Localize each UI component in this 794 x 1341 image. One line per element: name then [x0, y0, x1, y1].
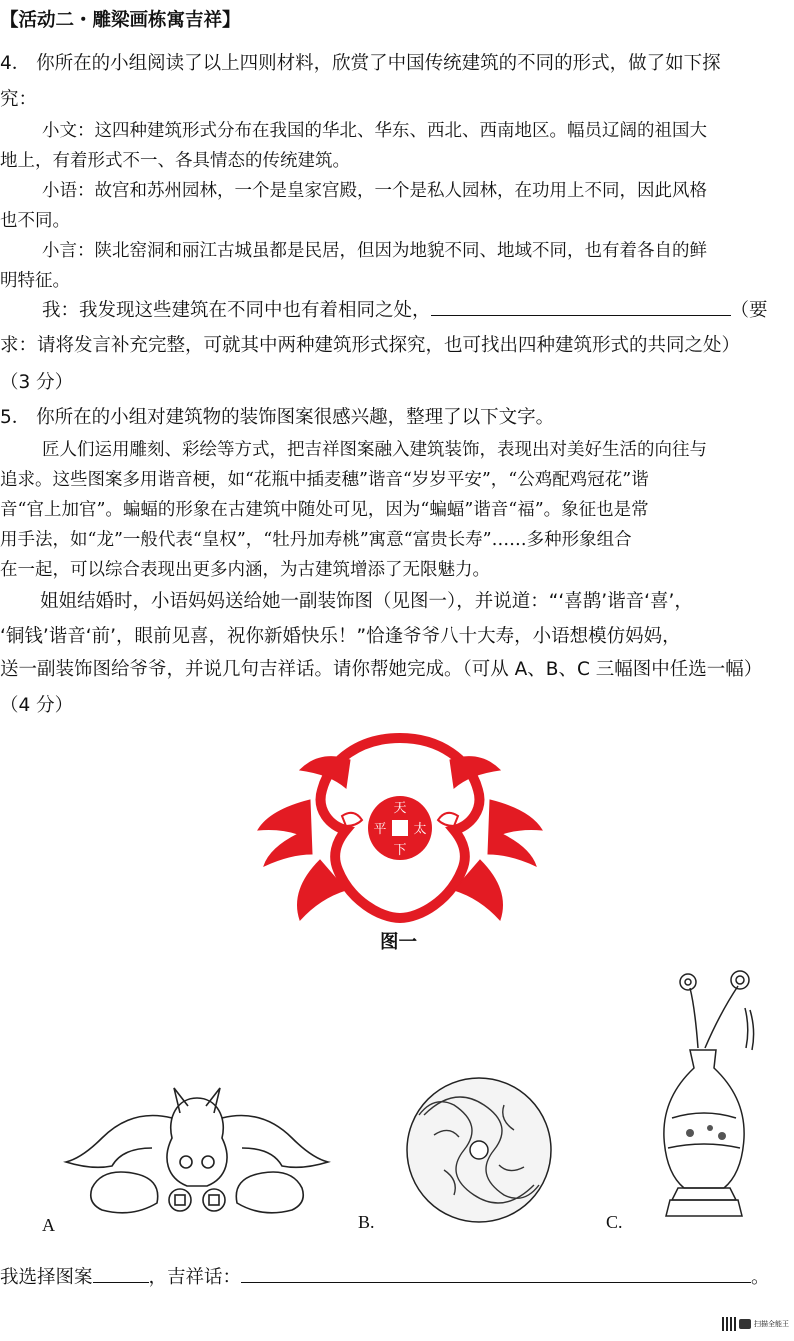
q4-wen-line2: 地上，有着形式不一、各具情态的传统建筑。 — [0, 151, 350, 171]
answer-line — [0, 1264, 770, 1291]
q4-me-line — [42, 297, 768, 324]
q5-story-line2: ‘铜钱’谐音‘前’，眼前见喜，祝你新婚快乐！”恰逢爷爷八十大寿，小语想模仿妈妈， — [0, 626, 681, 647]
figure1-papercut-image — [250, 730, 550, 930]
q5-para-line3: 音“官上加官”。蝙蝠的形象在古建筑中随处可见，因为“蝙蝠”谐音“福”。象征也是常 — [0, 500, 649, 520]
q5-story-line1: 姐姐结婚时，小语妈妈送给她一副装饰图（见图一），并说道：“‘喜鹊’谐音‘喜’， — [40, 591, 693, 612]
answer-suffix: 。 — [751, 1267, 770, 1288]
q5-line1: 5． 你所在的小组对建筑物的装饰图案很感兴趣，整理了以下文字。 — [0, 407, 555, 428]
q4-me-suffix: （要 — [730, 300, 768, 321]
q5-para-line2: 追求。这些图案多用谐音梗，如“花瓶中插麦穗”谐音“岁岁平安”，“公鸡配鸡冠花”谐 — [0, 470, 649, 490]
q5-score: （4 分） — [0, 695, 74, 716]
q4-line1: 4． 你所在的小组阅读了以上四则材料，欣赏了中国传统建筑的不同的形式，做了如下探 — [0, 53, 721, 74]
q4-answer-blank[interactable] — [431, 297, 731, 316]
q4-yu-line1: 小语：故宫和苏州园林，一个是皇家宫殿，一个是私人园林，在功用上不同，因此风格 — [42, 181, 707, 201]
q4-requirement: 求：请将发言补充完整，可就其中两种建筑形式探究，也可找出四种建筑形式的共同之处） — [0, 335, 741, 356]
option-a-label: A — [42, 1215, 55, 1235]
pattern-choice-blank[interactable] — [93, 1264, 149, 1283]
q4-wen-line1: 小文：这四种建筑形式分布在我国的华北、华东、西北、西南地区。幅员辽阔的祖国大 — [42, 121, 707, 141]
option-a-bat-image — [62, 1078, 332, 1218]
blessing-blank[interactable] — [241, 1264, 751, 1283]
figure1-caption: 图一 — [380, 932, 418, 953]
q4-me-prefix: 我：我发现这些建筑在不同中也有着相同之处， — [42, 300, 431, 321]
q4-yan-line2: 明特征。 — [0, 271, 70, 291]
coin-char-top: 天 — [393, 801, 407, 816]
option-b-dragon-image — [404, 1075, 554, 1225]
qr-code-icon — [722, 1317, 736, 1331]
answer-middle: ，吉祥话： — [148, 1267, 242, 1288]
coin-char-bottom: 下 — [393, 843, 407, 858]
answer-prefix: 我选择图案 — [0, 1267, 93, 1288]
q4-yu-line2: 也不同。 — [0, 211, 70, 231]
watermark — [722, 1317, 789, 1331]
q5-para-line1: 匠人们运用雕刻、彩绘等方式，把吉祥图案融入建筑装饰，表现出对美好生活的向往与 — [42, 440, 707, 460]
section-heading: 【活动二・雕梁画栋寓吉祥】 — [0, 10, 241, 31]
option-c-vase-image — [650, 968, 760, 1223]
q4-score: （3 分） — [0, 372, 74, 393]
q5-story-line3: 送一副装饰图给爷爷，并说几句吉祥话。请你帮她完成。（可从 A、B、C 三幅图中任选一幅） — [0, 659, 763, 680]
q5-para-line4: 用手法，如“龙”一般代表“皇权”，“牡丹加寿桃”寓意“富贵长寿”……多种形象组合 — [0, 530, 632, 550]
option-c-label: C. — [606, 1212, 623, 1232]
q4-line2: 究： — [0, 89, 38, 110]
q4-yan-line1: 小言：陕北窑洞和丽江古城虽都是民居，但因为地貌不同、地域不同，也有着各自的鲜 — [42, 241, 707, 261]
option-b-label: B. — [358, 1212, 375, 1232]
watermark-text: 扫描全能王 — [754, 1320, 789, 1328]
q5-para-line5: 在一起，可以综合表现出更多内涵，为古建筑增添了无限魅力。 — [0, 560, 490, 580]
coin-char-left: 平 — [373, 822, 387, 837]
scanner-logo-icon — [739, 1319, 751, 1329]
coin-char-right: 太 — [413, 822, 427, 837]
